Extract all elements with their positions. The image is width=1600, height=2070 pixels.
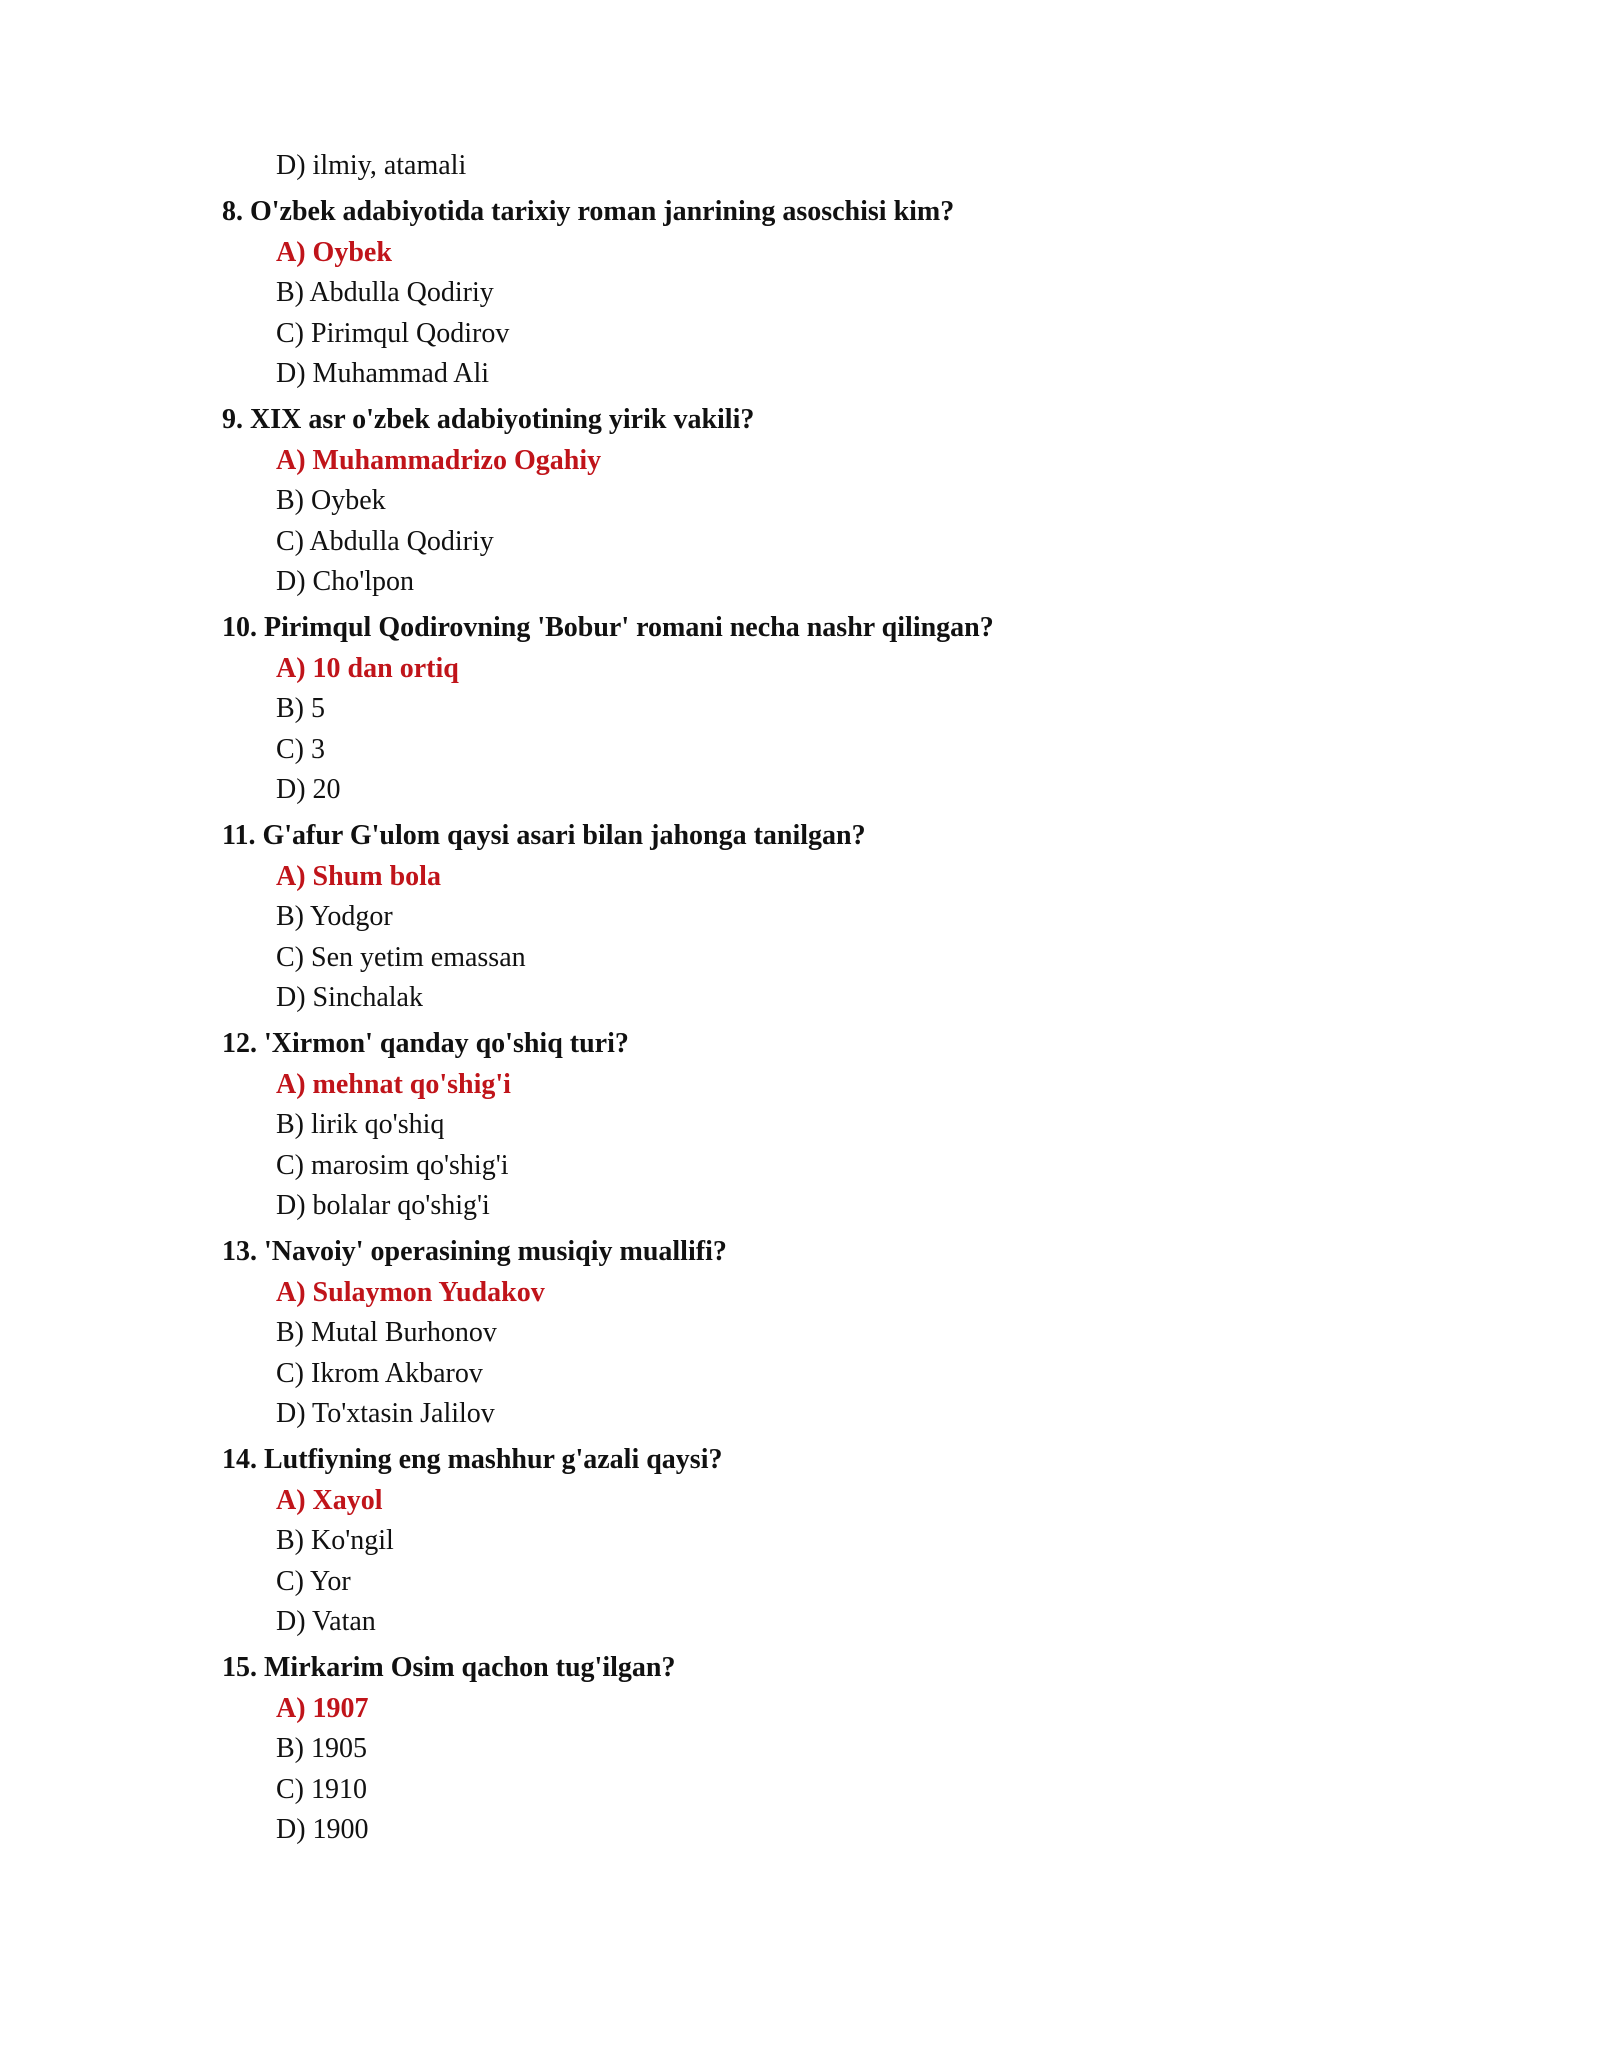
question-block — [222, 815, 1422, 1019]
lead-option: D) ilmiy, atamali — [276, 150, 467, 181]
question-text: 10. Pirimqul Qodirovning 'Bobur' romani necha nashr qilingan? — [222, 611, 994, 643]
question-text: 8. O'zbek adabiyotida tarixiy roman janrining asoschisi kim? — [222, 195, 955, 227]
correct-answer-option: A) Oybek — [276, 236, 392, 268]
answer-option: D) 1900 — [276, 1814, 369, 1845]
answer-option: B) 1905 — [276, 1733, 367, 1764]
answer-option: B) lirik qo'shiq — [276, 1109, 445, 1140]
answer-option: D) 20 — [276, 774, 341, 805]
question-block — [222, 1647, 1422, 1851]
answer-option: B) Mutal Burhonov — [276, 1317, 497, 1348]
question-block — [222, 1023, 1422, 1227]
correct-answer-option: A) 1907 — [276, 1692, 369, 1724]
correct-answer-option: A) Xayol — [276, 1484, 383, 1516]
answer-option: D) Sinchalak — [276, 982, 423, 1013]
answer-option: C) marosim qo'shig'i — [276, 1149, 509, 1181]
answer-option: B) Abdulla Qodiriy — [276, 277, 494, 308]
answer-option: B) Ko'ngil — [276, 1525, 394, 1556]
correct-answer-option: A) Muhammadrizo Ogahiy — [276, 444, 602, 476]
answer-option: B) Yodgor — [276, 901, 393, 932]
question-text: 9. XIX asr o'zbek adabiyotining yirik vakili? — [222, 403, 755, 435]
answer-option: C) Pirimqul Qodirov — [276, 317, 510, 349]
answer-option: B) 5 — [276, 693, 325, 724]
answer-option: D) bolalar qo'shig'i — [276, 1190, 490, 1221]
answer-option: D) Vatan — [276, 1606, 376, 1637]
question-block — [222, 399, 1422, 603]
question-text: 13. 'Navoiy' operasining musiqiy muallifi? — [222, 1235, 727, 1267]
answer-option: C) Ikrom Akbarov — [276, 1357, 483, 1389]
question-list — [222, 191, 1422, 1851]
answer-option: D) Cho'lpon — [276, 566, 415, 597]
answer-option: C) 3 — [276, 733, 325, 765]
correct-answer-option: A) mehnat qo'shig'i — [276, 1068, 511, 1100]
question-text: 14. Lutfiyning eng mashhur g'azali qaysi? — [222, 1443, 723, 1475]
answer-option: D) To'xtasin Jalilov — [276, 1398, 495, 1429]
question-text: 12. 'Xirmon' qanday qo'shiq turi? — [222, 1027, 629, 1059]
question-block — [222, 607, 1422, 811]
question-block — [222, 191, 1422, 395]
quiz-content — [222, 146, 1422, 1851]
question-block — [222, 1231, 1422, 1435]
answer-option: B) Oybek — [276, 485, 386, 516]
answer-option: C) Yor — [276, 1565, 351, 1597]
question-block — [222, 1439, 1422, 1643]
answer-option: D) Muhammad Ali — [276, 358, 490, 389]
correct-answer-option: A) 10 dan ortiq — [276, 652, 459, 684]
answer-option: C) Sen yetim emassan — [276, 941, 526, 973]
question-text: 11. G'afur G'ulom qaysi asari bilan jahonga tanilgan? — [222, 819, 866, 851]
answer-option: C) Abdulla Qodiriy — [276, 525, 494, 557]
answer-option: C) 1910 — [276, 1773, 367, 1805]
correct-answer-option: A) Sulaymon Yudakov — [276, 1276, 545, 1308]
correct-answer-option: A) Shum bola — [276, 860, 441, 892]
question-text: 15. Mirkarim Osim qachon tug'ilgan? — [222, 1651, 676, 1683]
